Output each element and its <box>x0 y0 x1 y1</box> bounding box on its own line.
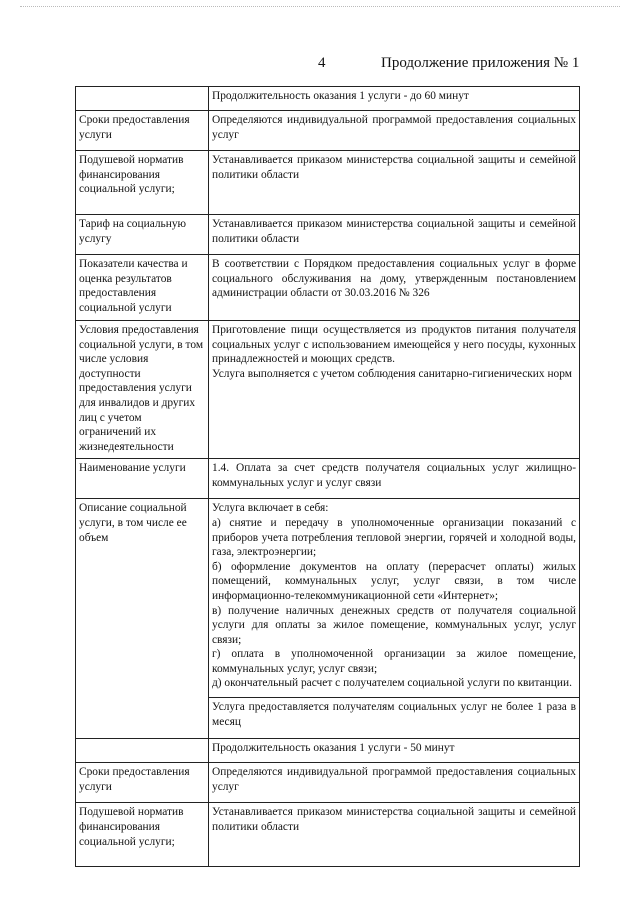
label-cell <box>76 87 209 111</box>
service-table <box>75 86 580 867</box>
paragraph: Приготовление пищи осуществляется из продуктов питания получателя социальных услуг с использованием имеющейся у него посуды, кухонных принадлежностей и моющих средств. <box>212 324 576 366</box>
table-row <box>76 763 580 803</box>
value-cell: Продолжительность оказания 1 услуги - до 60 минут <box>209 87 580 111</box>
paragraph: д) окончательный расчет с получателем социальной услуги по квитанции. <box>212 677 572 690</box>
frequency-note: Услуга предоставляется получателям социальных услуг не более 1 раза в месяц <box>209 697 579 729</box>
scan-edge-line <box>20 6 620 7</box>
table-row <box>76 459 580 499</box>
value-cell: Определяются индивидуальной программой предоставления социальных услуг <box>209 763 580 803</box>
value-cell <box>209 321 580 459</box>
table-row <box>76 803 580 867</box>
value-cell: В соответствии с Порядком предоставления социальных услуг в форме социального обслуживания на дому, утвержденным постановлением администрации области от 30.03.2016 № 326 <box>209 255 580 321</box>
label-cell: Подушевой норматив финансирования социальной услуги; <box>76 151 209 215</box>
label-cell: Тариф на социальную услугу <box>76 215 209 255</box>
label-cell: Условия предоставления социальной услуги, в том числе условия доступности предоставления услуги для инвалидов и других лиц с учетом ограничений их жизнедеятельности <box>76 321 209 459</box>
paragraph: б) оформление документов на оплату (перерасчет оплаты) жилых помещений, коммунальных услуг, услуг связи, в том числе информационно-телекоммуникационной сети «Интернет»; <box>212 560 576 602</box>
value-cell: Устанавливается приказом министерства социальной защиты и семейной политики области <box>209 151 580 215</box>
label-cell: Сроки предоставления услуги <box>76 763 209 803</box>
table-row <box>76 151 580 215</box>
value-cell: Устанавливается приказом министерства социальной защиты и семейной политики области <box>209 803 580 867</box>
paragraph: Услуга включает в себя: <box>212 502 329 515</box>
label-cell: Наименование услуги <box>76 459 209 499</box>
page-number: 4 <box>318 55 326 71</box>
table-row <box>76 321 580 459</box>
running-title: Продолжение приложения № 1 <box>381 55 580 71</box>
value-cell: 1.4. Оплата за счет средств получателя социальных услуг жилищно-коммунальных услуг и услуг связи <box>209 459 580 499</box>
table-row <box>76 255 580 321</box>
label-cell: Показатели качества и оценка результатов предоставления социальной услуги <box>76 255 209 321</box>
table-row <box>76 739 580 763</box>
paragraph: а) снятие и передачу в уполномоченные организации показаний с приборов учета потребления тепловой энергии, горячей и холодной воды, газа, электроэнергии; <box>212 516 576 559</box>
paragraph: Услуга выполняется с учетом соблюдения санитарно-гигиенических норм <box>212 367 572 380</box>
label-cell <box>76 739 209 763</box>
paragraph: в) получение наличных денежных средств от получателя социальной услуги для оплаты за жилое помещение, коммунальных услуг, услуг связи; <box>212 604 576 646</box>
label-cell: Сроки предоставления услуги <box>76 111 209 151</box>
value-cell: Продолжительность оказания 1 услуги - 50 минут <box>209 739 580 763</box>
label-cell: Описание социальной услуги, в том числе ее объем <box>76 499 209 739</box>
table-row <box>76 111 580 151</box>
value-cell <box>209 499 580 739</box>
label-cell: Подушевой норматив финансирования социальной услуги; <box>76 803 209 867</box>
table-row <box>76 215 580 255</box>
table-row <box>76 87 580 111</box>
paragraph: г) оплата в уполномоченной организации за жилое помещение, коммунальных услуг, услуг связи; <box>212 648 576 675</box>
value-cell: Определяются индивидуальной программой предоставления социальных услуг <box>209 111 580 151</box>
value-cell: Устанавливается приказом министерства социальной защиты и семейной политики области <box>209 215 580 255</box>
table-row <box>76 499 580 739</box>
